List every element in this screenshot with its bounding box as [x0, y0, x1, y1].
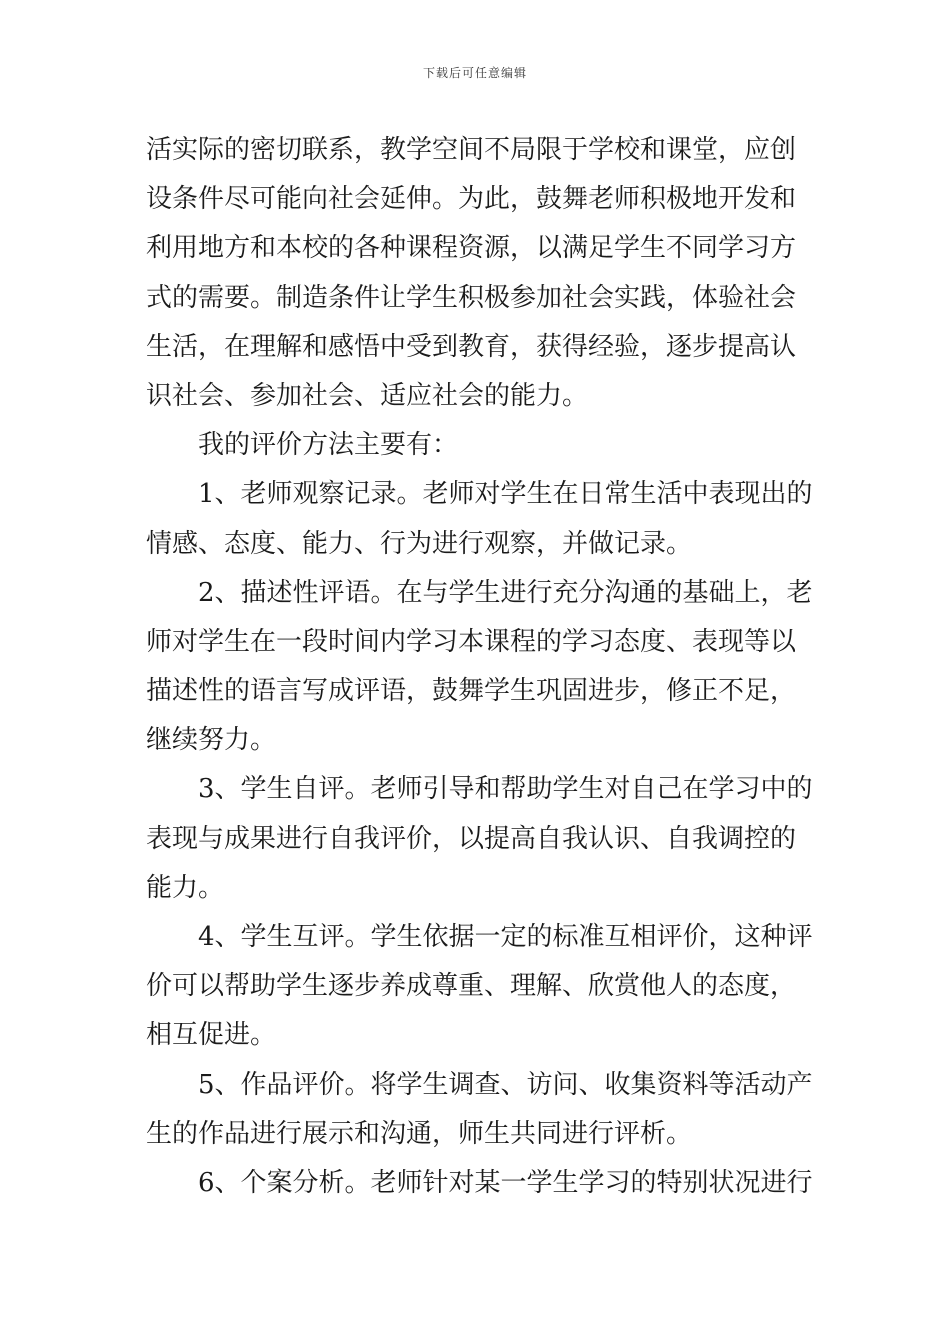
- text-line: 2、描述性评语。在与学生进行充分沟通的基础上，老: [198, 577, 813, 608]
- text-line: 式的需要。制造条件让学生积极参加社会实践，体验社会: [146, 282, 797, 313]
- text-line: 描述性的语言写成评语，鼓舞学生巩固进步，修正不足，: [146, 676, 797, 707]
- text-line: 继续努力。: [146, 725, 277, 756]
- text-line: 活实际的密切联系，教学空间不局限于学校和课堂，应创: [146, 135, 797, 165]
- text-line: 情感、态度、能力、行为进行观察，并做记录。: [146, 528, 693, 559]
- text-line: 能力。: [146, 872, 225, 903]
- text-line: 5、作品评价。将学生调查、访问、收集资料等活动产: [198, 1069, 813, 1100]
- document-body: [146, 126, 813, 1208]
- text-line: 我的评价方法主要有：: [198, 430, 459, 461]
- text-line: 生的作品进行展示和沟通，师生共同进行评析。: [146, 1118, 693, 1149]
- text-line: 相互促进。: [146, 1020, 277, 1051]
- text-line: 表现与成果进行自我评价，以提高自我认识、自我调控的: [146, 823, 797, 854]
- text-line: 3、学生自评。老师引导和帮助学生对自己在学习中的: [198, 774, 813, 805]
- text-line: 价可以帮助学生逐步养成尊重、理解、欣赏他人的态度，: [146, 971, 797, 1002]
- page-header: 下载后可任意编辑: [422, 66, 527, 80]
- text-line: 4、学生互评。学生依据一定的标准互相评价，这种评: [198, 922, 813, 952]
- text-line: 设条件尽可能向社会延伸。为此，鼓舞老师积极地开发和: [146, 184, 797, 215]
- text-line: 1、老师观察记录。老师对学生在日常生活中表现出的: [198, 479, 813, 510]
- text-line: 识社会、参加社会、适应社会的能力。: [146, 380, 589, 411]
- text-line: 6、个案分析。老师针对某一学生学习的特别状况进行: [198, 1167, 813, 1198]
- text-line: 生活，在理解和感悟中受到教育，获得经验，逐步提高认: [146, 331, 797, 362]
- text-line: 师对学生在一段时间内学习本课程的学习态度、表现等以: [146, 626, 797, 657]
- text-line: 利用地方和本校的各种课程资源，以满足学生不同学习方: [146, 233, 797, 264]
